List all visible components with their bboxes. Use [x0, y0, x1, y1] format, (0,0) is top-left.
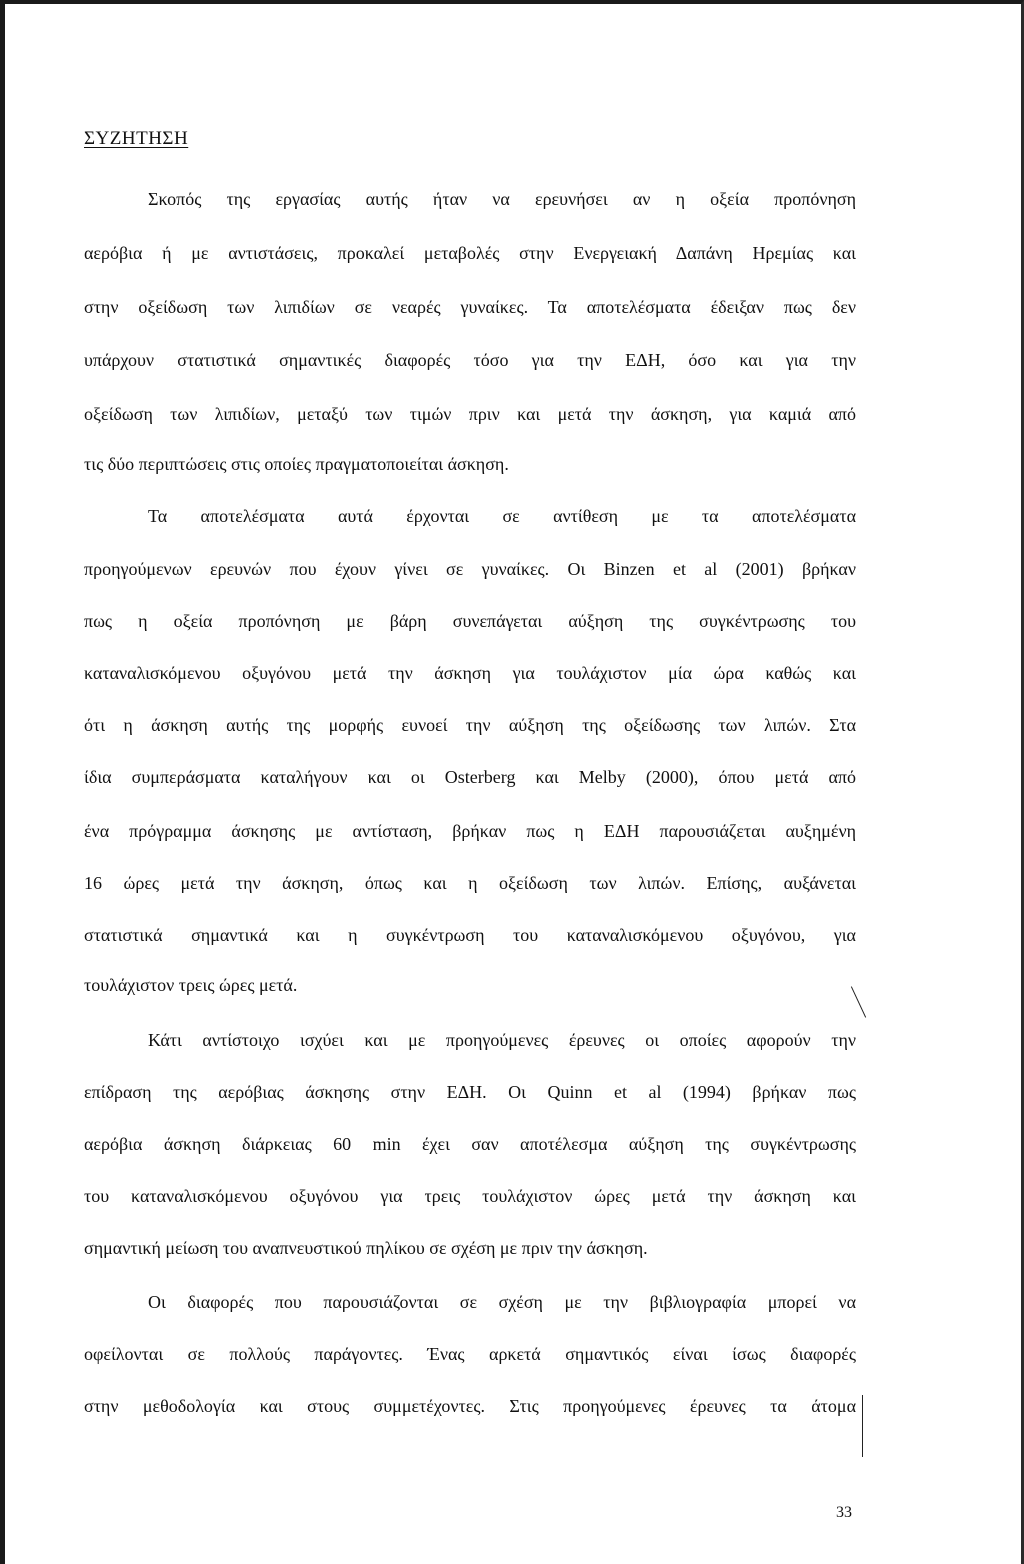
text-line: οξείδωση των λιπιδίων, μεταξύ των τιμών πριν και μετά την άσκηση, για καμιά από — [84, 404, 856, 424]
text-line: Τα αποτελέσματα αυτά έρχονται σε αντίθεση με τα αποτελέσματα — [148, 506, 856, 526]
text-line: πως η οξεία προπόνηση με βάρη συνεπάγεται αύξηση της συγκέντρωσης του — [84, 611, 856, 631]
text-line: ίδια συμπεράσματα καταλήγουν και οι Osterberg και Melby (2000), όπου μετά από — [84, 767, 856, 787]
text-line: σημαντική μείωση του αναπνευστικού πηλίκου σε σχέση με πριν την άσκηση. — [84, 1238, 648, 1258]
text-line: καταναλισκόμενου οξυγόνου μετά την άσκηση για τουλάχιστον μία ώρα καθώς και — [84, 663, 856, 683]
text-line: στην οξείδωση των λιπιδίων σε νεαρές γυναίκες. Τα αποτελέσματα έδειξαν πως δεν — [84, 297, 856, 317]
page-number: 33 — [836, 1504, 852, 1521]
text-line: Οι διαφορές που παρουσιάζονται σε σχέση με την βιβλιογραφία μπορεί να — [148, 1292, 856, 1312]
text-line: προηγούμενων ερευνών που έχουν γίνει σε γυναίκες. Οι Binzen et al (2001) βρήκαν — [84, 559, 856, 579]
text-line: ότι η άσκηση αυτής της μορφής ευνοεί την αύξηση της οξείδωσης των λιπών. Στα — [84, 715, 856, 735]
text-line: Σκοπός της εργασίας αυτής ήταν να ερευνήσει αν η οξεία προπόνηση — [148, 189, 856, 209]
text-line: υπάρχουν στατιστικά σημαντικές διαφορές τόσο για την ΕΔΗ, όσο και για την — [84, 350, 856, 370]
text-line: επίδραση της αερόβιας άσκησης στην ΕΔΗ. Οι Quinn et al (1994) βρήκαν πως — [84, 1082, 856, 1102]
section-heading: ΣΥΖΗΤΗΣΗ — [84, 128, 189, 149]
text-line: τουλάχιστον τρεις ώρες μετά. — [84, 975, 298, 995]
text-line: στατιστικά σημαντικά και η συγκέντρωση του καταναλισκόμενου οξυγόνου, για — [84, 925, 856, 945]
text-line: αερόβια ή με αντιστάσεις, προκαλεί μεταβολές στην Ενεργειακή Δαπάνη Ηρεμίας και — [84, 243, 856, 263]
text-line: στην μεθοδολογία και στους συμμετέχοντες. Στις προηγούμενες έρευνες τα άτομα — [84, 1396, 856, 1416]
text-line: Κάτι αντίστοιχο ισχύει και με προηγούμενες έρευνες οι οποίες αφορούν την — [148, 1030, 856, 1050]
text-line: οφείλονται σε πολλούς παράγοντες. Ένας αρκετά σημαντικός είναι ίσως διαφορές — [84, 1344, 856, 1364]
text-line: του καταναλισκόμενου οξυγόνου για τρεις τουλάχιστον ώρες μετά την άσκηση και — [84, 1186, 856, 1206]
text-line: αερόβια άσκηση διάρκειας 60 min έχει σαν αποτέλεσμα αύξηση της συγκέντρωσης — [84, 1134, 856, 1154]
text-line: τις δύο περιπτώσεις στις οποίες πραγματοποιείται άσκηση. — [84, 454, 509, 474]
text-line: ένα πρόγραμμα άσκησης με αντίσταση, βρήκαν πως η ΕΔΗ παρουσιάζεται αυξημένη — [84, 821, 856, 841]
text-line: 16 ώρες μετά την άσκηση, όπως και η οξείδωση των λιπών. Επίσης, αυξάνεται — [84, 873, 856, 893]
scan-mark — [862, 1395, 863, 1457]
